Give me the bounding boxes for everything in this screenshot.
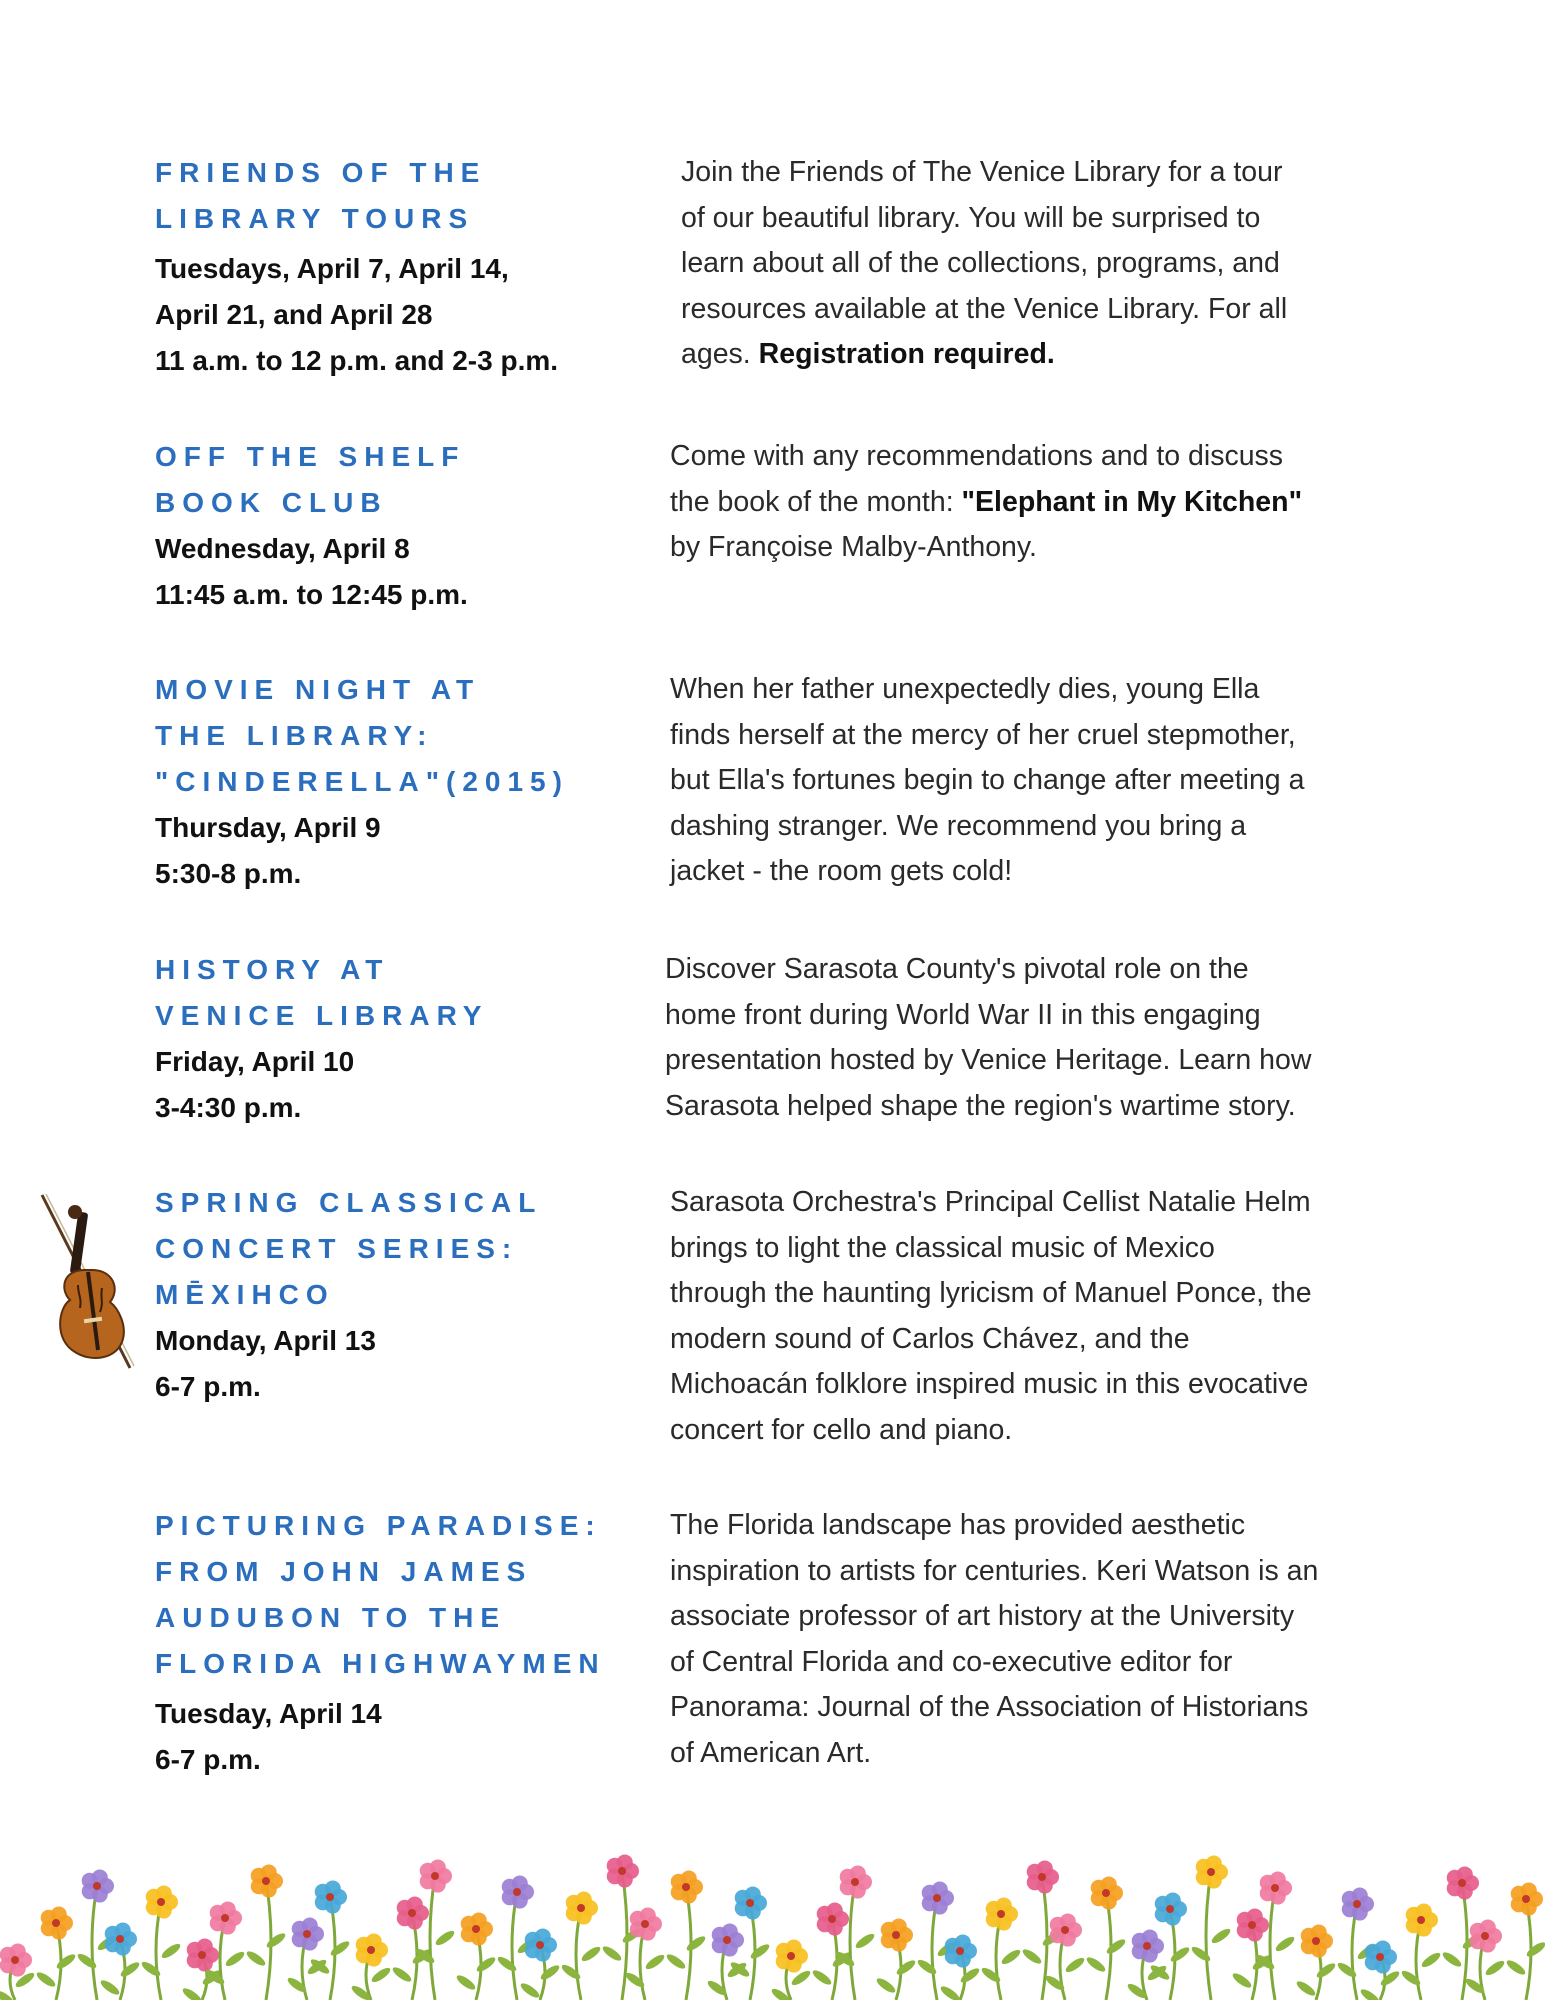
event-description: Discover Sarasota County's pivotal role on the home front during World War II in this engaging presentation hosted by Venice Heritage. Learn how Sarasota helped shape the region's wartime story.	[665, 953, 1312, 1122]
event-description: Come with any recommendations and to discuss the book of the month: "Elephant in My Kitchen" by Françoise Malby-Anthony.	[670, 440, 1303, 563]
event-title: HISTORY AT VENICE LIBRARY	[155, 954, 489, 1031]
event-title: SPRING CLASSICAL CONCERT SERIES: MĒXIHCO	[155, 1187, 543, 1310]
violin-icon	[30, 1190, 140, 1390]
flower-border	[0, 1800, 1545, 2000]
event-title: FRIENDS OF THE LIBRARY TOURS	[155, 157, 487, 234]
event-description: Sarasota Orchestra's Principal Cellist Natalie Helm brings to light the classical music of Mexico through the haunting lyricism of Manuel Ponce, the modern sound of Carlos Chávez, and the Michoacán folklore inspired music in this evocative concert for cello and piano.	[670, 1186, 1312, 1446]
book-title: "Elephant in My Kitchen"	[961, 485, 1303, 518]
event-datetime: Tuesday, April 14 6-7 p.m.	[155, 1698, 382, 1775]
event-datetime: Monday, April 13 6-7 p.m.	[155, 1325, 376, 1402]
event-description: The Florida landscape has provided aesthetic inspiration to artists for centuries. Keri Watson is an associate professor of art history at the University of Central Florida and co-executive editor for Panorama: Journal of the Association of Historians of American Art.	[670, 1509, 1319, 1769]
event-description: Join the Friends of The Venice Library for a tour of our beautiful library. You will be surprised to learn about all of the collections, programs, and resources available at the Venice Library. For all ages. Registration required.	[681, 156, 1288, 370]
event-title: MOVIE NIGHT AT THE LIBRARY: "CINDERELLA"(2015)	[155, 674, 569, 797]
event-title: OFF THE SHELF BOOK CLUB	[155, 441, 466, 518]
event-datetime: Wednesday, April 8 11:45 a.m. to 12:45 p.m.	[155, 533, 468, 610]
flower-patch	[0, 1854, 1545, 2000]
event-description: When her father unexpectedly dies, young Ella finds herself at the mercy of her cruel stepmother, but Ella's fortunes begin to change after meeting a dashing stranger. We recommend you bring a jacket - the room gets cold!	[670, 673, 1305, 887]
event-datetime: Friday, April 10 3-4:30 p.m.	[155, 1046, 355, 1123]
event-datetime: Tuesdays, April 7, April 14, April 21, and April 28 11 a.m. to 12 p.m. and 2-3 p.m.	[155, 253, 559, 376]
registration-note: Registration required.	[758, 338, 1055, 370]
event-datetime: Thursday, April 9 5:30-8 p.m.	[155, 812, 381, 889]
event-title: PICTURING PARADISE: FROM JOHN JAMES AUDUBON TO THE FLORIDA HIGHWAYMEN	[155, 1510, 606, 1679]
